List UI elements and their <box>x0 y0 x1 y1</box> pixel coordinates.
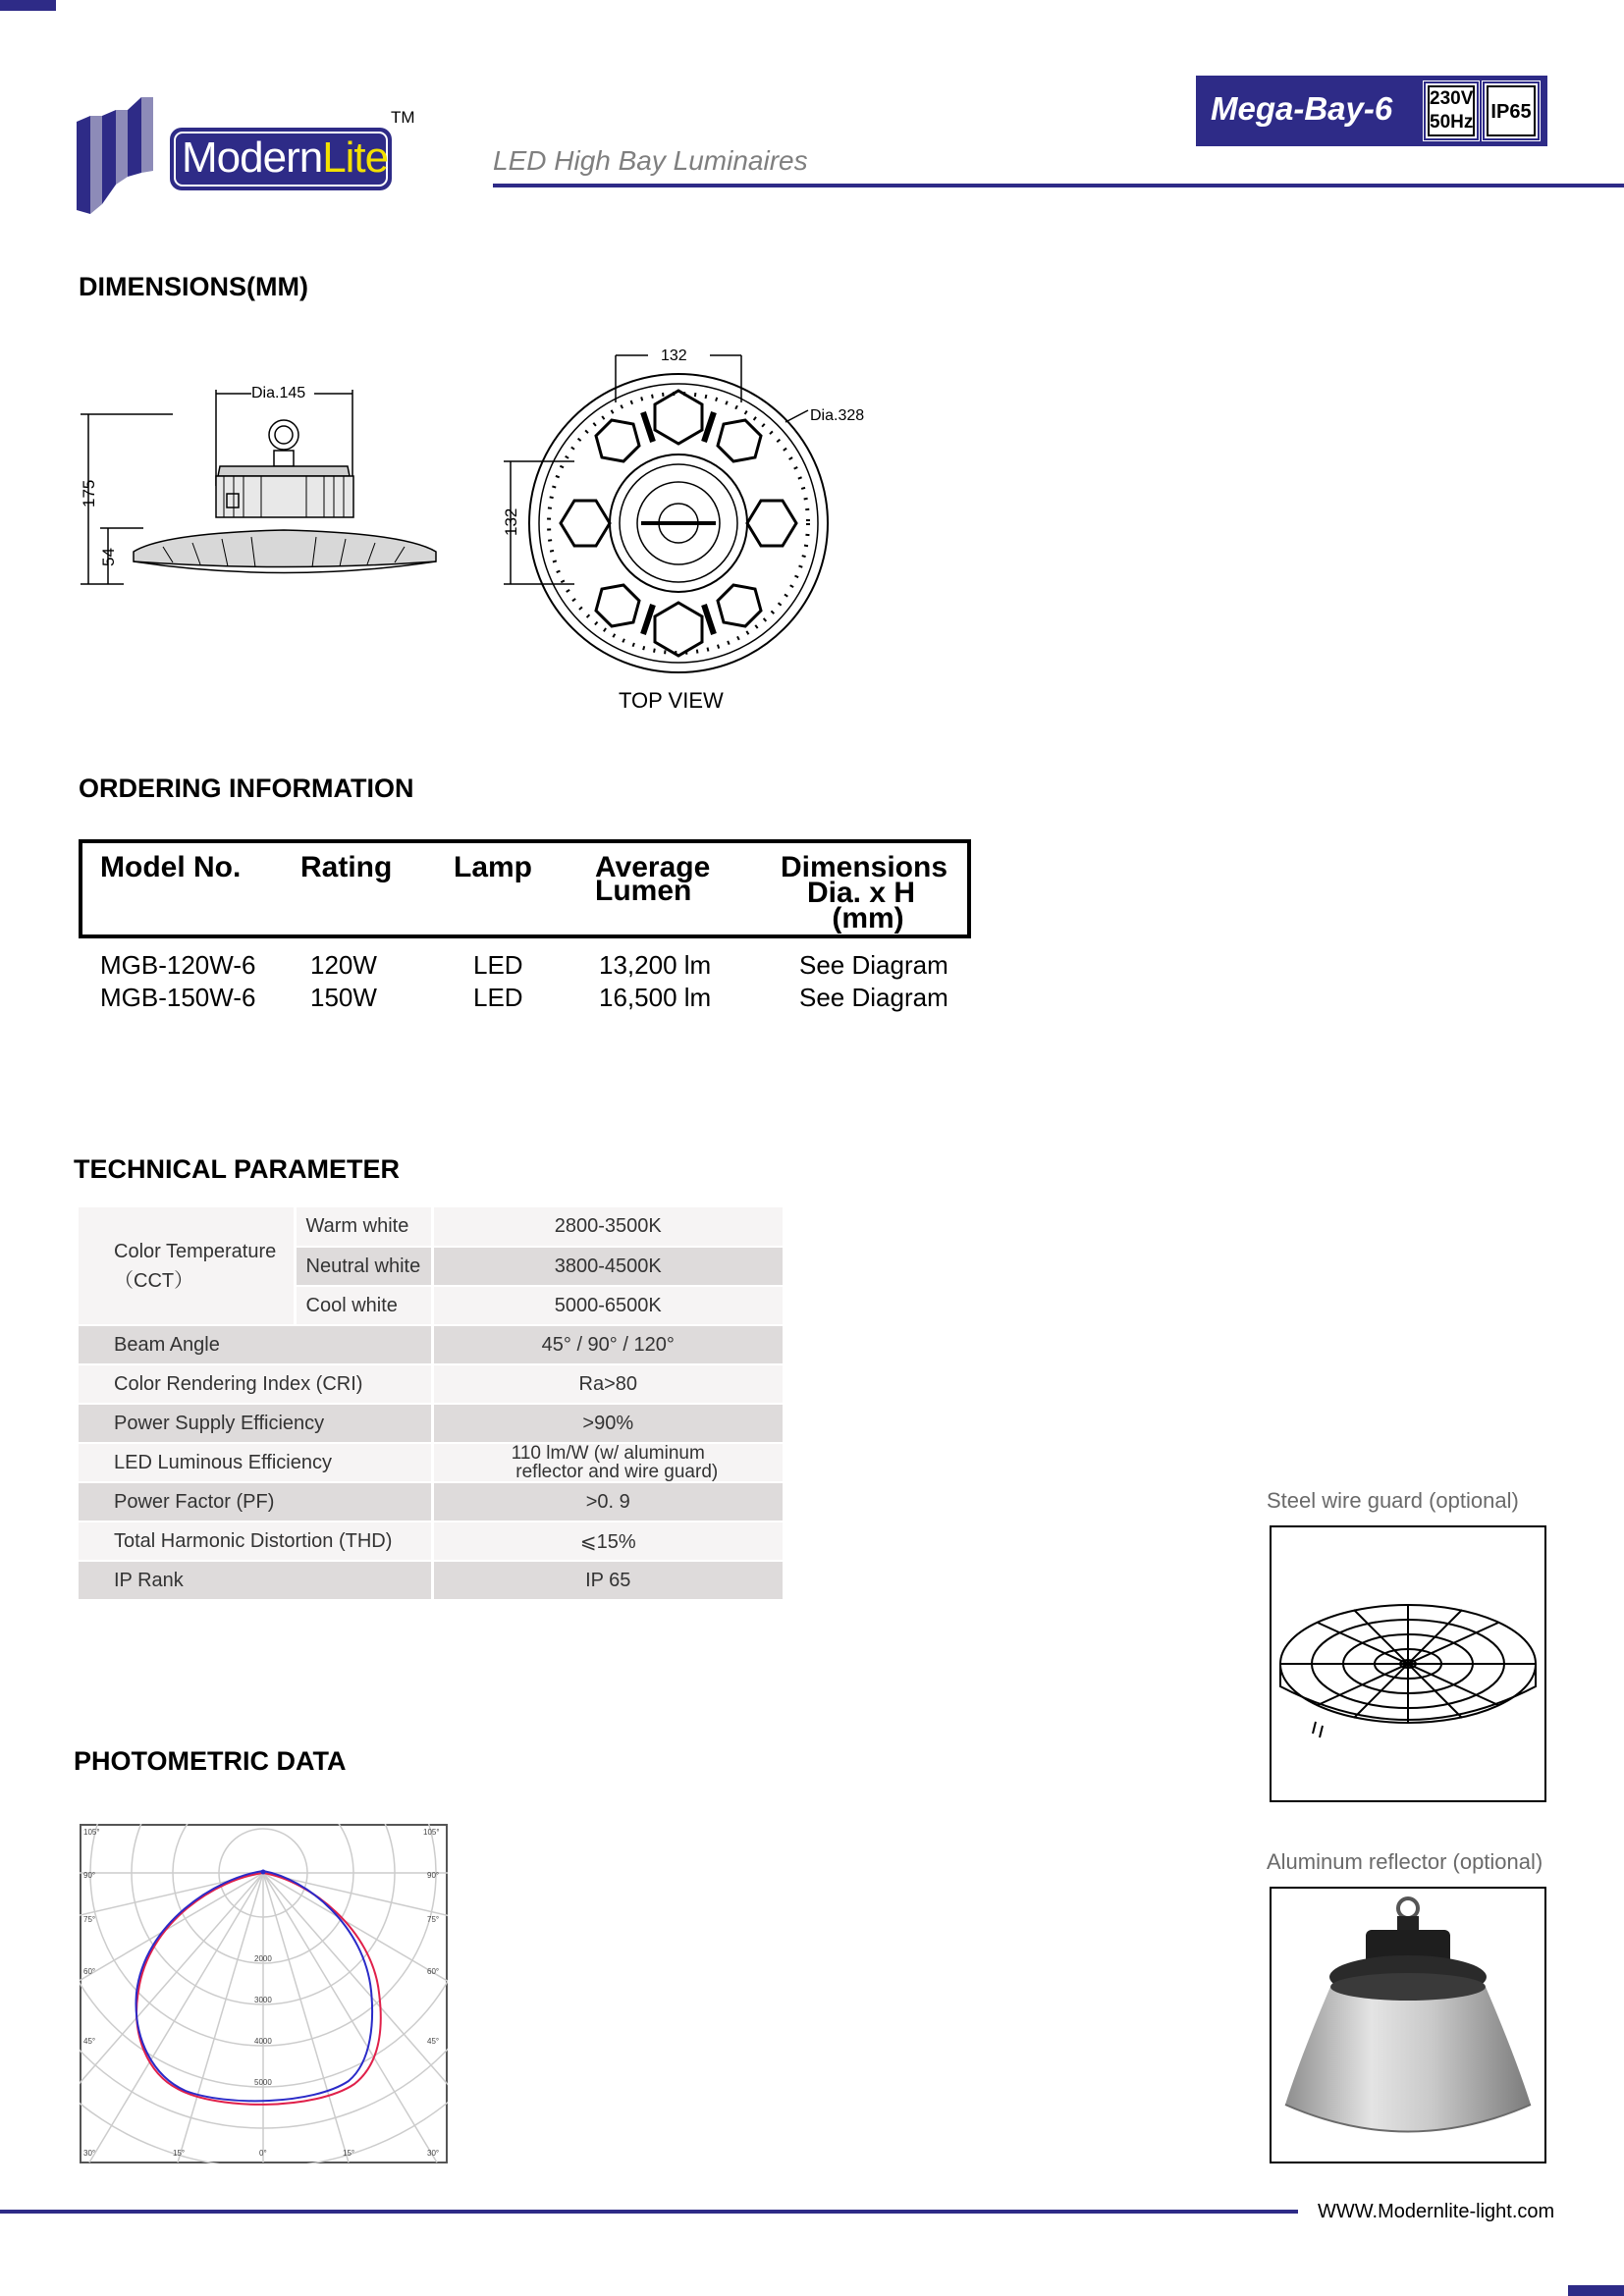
technical-table <box>79 1207 785 1601</box>
bottom-angle-label: 30° <box>427 2149 440 2158</box>
website-url[interactable]: WWW.Modernlite-light.com <box>1318 2201 1555 2222</box>
cct-name: Cool white <box>295 1286 432 1325</box>
row-lumen: 16,500 lm <box>599 983 712 1012</box>
product-name: Mega-Bay-6 <box>1211 90 1393 127</box>
row-dimensions: See Diagram <box>799 950 948 980</box>
param-value: IP 65 <box>432 1561 785 1600</box>
side-height-total-label: 175 <box>80 479 98 507</box>
cct-value: 2800-3500K <box>432 1207 785 1247</box>
product-badge <box>1196 76 1547 146</box>
param-value: 45° / 90° / 120° <box>432 1325 785 1364</box>
col-model: Model No. <box>100 851 242 883</box>
voltage-value: 230V <box>1430 88 1474 109</box>
row-lamp: LED <box>473 950 523 980</box>
radial-label: 2000 <box>254 1954 272 1963</box>
reflector-label: Aluminum reflector (optional) <box>1267 1849 1543 1874</box>
col-lumen-line2: Lumen <box>595 875 692 907</box>
row-lamp: LED <box>473 983 523 1012</box>
radial-label: 3000 <box>254 1996 272 2004</box>
ordering-heading: ORDERING INFORMATION <box>79 774 414 803</box>
wire-guard-label: Steel wire guard (optional) <box>1267 1488 1519 1513</box>
ip-value: IP65 <box>1487 85 1536 136</box>
angle-label: 75° <box>83 1915 96 1924</box>
corner-marker-bottom <box>1568 2285 1624 2296</box>
frequency-value: 50Hz <box>1430 112 1474 133</box>
ip-badge <box>1483 81 1540 140</box>
trademark-symbol: TM <box>391 108 415 127</box>
logo-text-main: Modern <box>182 133 323 182</box>
top-view-caption: TOP VIEW <box>619 688 724 713</box>
brand-logo <box>77 94 420 222</box>
logo-bars-icon <box>77 94 175 222</box>
cct-value: 3800-4500K <box>432 1247 785 1286</box>
param-name: IP Rank <box>79 1561 432 1600</box>
param-name: Color Rendering Index (CRI) <box>79 1364 432 1404</box>
table-row <box>79 1404 785 1443</box>
logo-wordmark <box>170 128 392 190</box>
side-dia-label: Dia.145 <box>251 385 306 401</box>
top-width-label: 132 <box>661 347 687 364</box>
aluminum-reflector-image <box>1270 1887 1546 2163</box>
bottom-angle-label: 0° <box>259 2149 267 2158</box>
top-view-drawing <box>496 344 889 677</box>
row-lumen: 13,200 lm <box>599 950 712 980</box>
param-value: >0. 9 <box>432 1482 785 1522</box>
param-value-line2: reflector and wire guard) <box>515 1462 719 1482</box>
cct-name: Neutral white <box>295 1247 432 1286</box>
angle-label: 45° <box>83 2037 96 2046</box>
param-name: Power Factor (PF) <box>79 1482 432 1522</box>
row-model: MGB-120W-6 <box>100 950 256 980</box>
top-height-label: 132 <box>502 507 520 536</box>
footer-divider <box>0 2210 1298 2214</box>
table-row <box>79 1561 785 1600</box>
angle-label: 105° <box>423 1828 440 1837</box>
bottom-angle-label: 15° <box>343 2149 355 2158</box>
corner-marker-top <box>0 0 56 11</box>
angle-label: 105° <box>83 1828 100 1837</box>
col-dim-line3: (mm) <box>832 902 904 934</box>
col-lamp: Lamp <box>454 851 533 883</box>
cct-label-line1: Color Temperature <box>114 1240 277 1262</box>
table-row <box>79 1207 785 1247</box>
param-name: Total Harmonic Distortion (THD) <box>79 1522 432 1561</box>
angle-label: 90° <box>427 1871 440 1880</box>
photometric-polar-diagram <box>80 1824 448 2163</box>
product-line-subtitle: LED High Bay Luminaires <box>493 145 808 176</box>
cct-label <box>79 1207 295 1325</box>
side-height-body-label: 54 <box>99 548 118 566</box>
dimensions-heading: DIMENSIONS(MM) <box>79 272 308 301</box>
wire-guard-image <box>1270 1525 1546 1802</box>
cct-value: 5000-6500K <box>432 1286 785 1325</box>
param-name: LED Luminous Efficiency <box>79 1443 432 1482</box>
technical-heading: TECHNICAL PARAMETER <box>74 1154 401 1184</box>
col-dim-line2: Dia. x H <box>806 877 916 909</box>
param-name: Power Supply Efficiency <box>79 1404 432 1443</box>
header-divider <box>493 184 1624 187</box>
col-dim-line1: Dimensions <box>780 851 948 883</box>
table-row <box>79 1325 785 1364</box>
angle-label: 45° <box>427 2037 440 2046</box>
photometric-heading: PHOTOMETRIC DATA <box>74 1746 347 1776</box>
row-dimensions: See Diagram <box>799 983 948 1012</box>
row-rating: 120W <box>310 950 377 980</box>
table-row <box>79 1522 785 1561</box>
angle-label: 90° <box>83 1871 96 1880</box>
side-view-drawing <box>75 368 458 594</box>
wire-guard-icon <box>1272 1527 1544 1800</box>
cct-label-line2: （CCT） <box>114 1269 194 1292</box>
param-value: Ra>80 <box>432 1364 785 1404</box>
param-value: >90% <box>432 1404 785 1443</box>
param-value: ⩽15% <box>432 1522 785 1561</box>
row-rating: 150W <box>310 983 377 1012</box>
bottom-angle-label: 30° <box>83 2149 96 2158</box>
ordering-table-header <box>79 839 971 938</box>
col-lumen-line1: Average <box>595 851 711 883</box>
col-dimensions <box>760 853 968 934</box>
col-rating: Rating <box>300 851 393 883</box>
voltage-badge <box>1424 81 1479 140</box>
cct-name: Warm white <box>295 1207 432 1247</box>
param-name: Beam Angle <box>79 1325 432 1364</box>
radial-label: 4000 <box>254 2037 272 2046</box>
angle-label: 75° <box>427 1915 440 1924</box>
top-dia-label: Dia.328 <box>810 407 865 424</box>
bottom-angle-label: 15° <box>173 2149 186 2158</box>
param-value-line1: 110 lm/W (w/ aluminum <box>511 1443 705 1464</box>
param-value <box>432 1443 785 1482</box>
curve-origin-marker <box>261 1870 266 1875</box>
table-row <box>79 1482 785 1522</box>
col-lumen <box>595 853 710 906</box>
angle-label: 60° <box>427 1967 440 1976</box>
angle-label: 60° <box>83 1967 96 1976</box>
table-row <box>79 1443 785 1482</box>
reflector-photo-icon <box>1272 1889 1544 2162</box>
logo-text-accent: Lite <box>322 133 389 182</box>
table-row <box>79 1364 785 1404</box>
radial-label: 5000 <box>254 2078 272 2087</box>
row-model: MGB-150W-6 <box>100 983 256 1012</box>
